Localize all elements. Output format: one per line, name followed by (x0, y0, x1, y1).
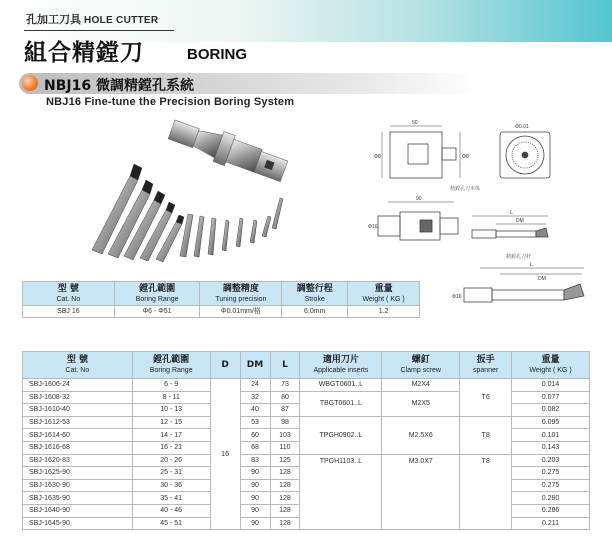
table-cell: 0.077 (512, 391, 590, 404)
page-title-en: BORING (187, 46, 247, 63)
table-cell: 125 (270, 454, 300, 467)
header-label: Stroke (304, 295, 325, 303)
header-label: Cat. No (65, 367, 90, 374)
table-cell: 40 - 46 (132, 504, 210, 517)
dim-phi16-a: Φ16 (368, 224, 378, 230)
table-cell: 0.095 (512, 416, 590, 429)
table-cell: 0.286 (512, 504, 590, 517)
table-cell: 0.143 (512, 441, 590, 454)
table-cell: 10 - 13 (132, 404, 210, 417)
table-cell: SBJ-1625-90 (23, 467, 133, 480)
d-value-cell: 16 (210, 379, 240, 530)
header-label: Tuning precision (215, 295, 267, 303)
table-cell: SBJ-1630-90 (23, 479, 133, 492)
head-side-view (382, 126, 460, 178)
screw-cell: M2.5X6 (382, 416, 460, 454)
spec-col-weight (348, 282, 420, 306)
dim-L-b: L (530, 262, 533, 268)
table-cell: 40 (240, 404, 270, 417)
screw-cell: M3.0X7 (382, 454, 460, 530)
table-cell: 128 (270, 492, 300, 505)
insert-cell: TPGH0902..L (300, 416, 382, 454)
technical-drawings (360, 118, 600, 308)
header-label: 鏜孔範圍 (139, 283, 176, 294)
screw-cell: M2X4 (382, 379, 460, 392)
insert-cell: TBGT0601..L (300, 391, 382, 416)
table-cell: 0.014 (512, 379, 590, 392)
header-label: Weight ( KG ) (362, 295, 405, 303)
table-cell: 0.211 (512, 517, 590, 530)
table-row (23, 379, 590, 392)
table-cell: 20 - 26 (132, 454, 210, 467)
header-label: 重量 (374, 283, 393, 294)
header-label: Clamp screw (400, 367, 441, 374)
table-cell: 32 (240, 391, 270, 404)
series-subtitle: NBJ16 Fine-tune the Precision Boring System (46, 96, 295, 108)
table-cell: 45 - 51 (132, 517, 210, 530)
col-model (23, 352, 133, 379)
insert-cell: WBGT0601..L (300, 379, 382, 392)
table-cell: 0.203 (512, 454, 590, 467)
table-cell: 0.275 (512, 467, 590, 480)
parts-table (22, 351, 590, 530)
header-label: Boring Range (149, 367, 193, 374)
bar-detail-view (464, 268, 584, 302)
tool-holder (166, 118, 290, 185)
dim-phi8-a: Φ8 (374, 154, 381, 160)
holder-side-view (378, 202, 458, 240)
col-dm (240, 352, 270, 379)
header-label: 調整行程 (296, 283, 333, 294)
table-cell: 6.0mm (282, 306, 348, 318)
table-cell: 0.101 (512, 429, 590, 442)
table-cell: 90 (240, 517, 270, 530)
col-weight (512, 352, 590, 379)
header-label: spanner (472, 367, 499, 374)
header-label: 鏜孔範圍 (153, 355, 190, 365)
table-cell: 30 - 36 (132, 479, 210, 492)
drawing-caption-bar: 精鏜孔刀杆 (506, 254, 532, 260)
spec-col-stroke (282, 282, 348, 306)
table-cell: 128 (270, 467, 300, 480)
dim-phi001: Φ0.01 (515, 124, 529, 130)
series-title: NBJ16 微調精鏜孔系統 (44, 78, 194, 94)
table-cell: 68 (240, 441, 270, 454)
header-label: L (282, 359, 288, 370)
table-cell: 83 (240, 454, 270, 467)
table-cell: 24 (240, 379, 270, 392)
drawing-caption-body: 精鏜孔刀本体 (450, 186, 481, 192)
table-cell: 90 (240, 467, 270, 480)
col-inserts (300, 352, 382, 379)
orange-bullet-icon (22, 75, 38, 91)
header-label: 調整精度 (222, 283, 259, 294)
spec-col-precision (200, 282, 282, 306)
header-label: 螺釘 (411, 355, 430, 365)
dim-50: 50 (412, 120, 418, 126)
table-cell: Φ0.01mm/格 (200, 306, 282, 318)
table-cell: 0.275 (512, 479, 590, 492)
spec-col-range (114, 282, 200, 306)
boring-bars (92, 164, 283, 262)
dim-DM-a: DM (516, 218, 524, 224)
header-label: Cat. No (56, 295, 81, 303)
table-cell: SBJ-1606-24 (23, 379, 133, 392)
table-cell: 35 - 41 (132, 492, 210, 505)
table-cell: 87 (270, 404, 300, 417)
table-cell: SBJ-1612-53 (23, 416, 133, 429)
table-cell: 128 (270, 504, 300, 517)
header-label: DM (246, 359, 264, 370)
table-cell: 90 (240, 504, 270, 517)
table-cell: 60 (240, 429, 270, 442)
col-range (132, 352, 210, 379)
table-cell: SBJ-1635-90 (23, 492, 133, 505)
table-cell: 25 - 31 (132, 467, 210, 480)
table-cell: SBJ-1614-60 (23, 429, 133, 442)
table-row (23, 416, 590, 429)
table-cell: 53 (240, 416, 270, 429)
table-cell: 80 (270, 391, 300, 404)
table-cell: SBJ-1640-90 (23, 504, 133, 517)
table-row (23, 454, 590, 467)
dim-phi8-b: Φ8 (462, 154, 469, 160)
table-cell: 14 - 17 (132, 429, 210, 442)
category-zh: 孔加工刀具 (26, 13, 81, 26)
dim-DM-b: DM (538, 276, 546, 282)
table-cell: 90 (240, 479, 270, 492)
category-label (26, 11, 158, 27)
table-cell: 98 (270, 416, 300, 429)
table-cell: 0.082 (512, 404, 590, 417)
dim-phi16-b: Φ16 (452, 294, 462, 300)
col-l (270, 352, 300, 379)
col-spanner (460, 352, 512, 379)
header-label: Applicable inserts (313, 367, 369, 374)
table-cell: 110 (270, 441, 300, 454)
spec-table (22, 281, 420, 318)
header-label: 重量 (541, 355, 560, 365)
header-label: 型 號 (66, 355, 88, 365)
spec-col-model (23, 282, 115, 306)
header-label: 適用刀片 (322, 355, 359, 365)
header-label: Weight ( KG ) (529, 367, 572, 374)
dial-front-view (500, 132, 550, 178)
table-cell: 8 - 11 (132, 391, 210, 404)
col-d (210, 352, 240, 379)
table-cell: 16 - 21 (132, 441, 210, 454)
table-cell: SBJ-1620-83 (23, 454, 133, 467)
table-cell: 73 (270, 379, 300, 392)
insert-cell: TPGH1103..L (300, 454, 382, 530)
dim-90: 90 (416, 196, 422, 202)
table-cell: 12 - 15 (132, 416, 210, 429)
bar-side-view (472, 216, 548, 238)
dim-L-a: L (510, 210, 513, 216)
header-label: D (221, 359, 229, 370)
header-label: 型 號 (57, 283, 79, 294)
table-cell: 1.2 (348, 306, 420, 318)
table-cell: 90 (240, 492, 270, 505)
table-cell: SBJ-1610-40 (23, 404, 133, 417)
table-cell: 128 (270, 517, 300, 530)
table-cell: 128 (270, 479, 300, 492)
table-cell: 6 - 9 (132, 379, 210, 392)
header-label: Boring Range (135, 295, 179, 303)
table-cell: Φ6 - Φ51 (114, 306, 200, 318)
screw-cell: M2X5 (382, 391, 460, 416)
table-cell: SBJ 16 (23, 306, 115, 318)
page-title-zh: 組合精鏜刀 (24, 40, 144, 66)
table-cell: SBJ-1608-32 (23, 391, 133, 404)
table-cell: 103 (270, 429, 300, 442)
header-underline (24, 30, 174, 31)
table-cell: SBJ-1645-90 (23, 517, 133, 530)
col-screw (382, 352, 460, 379)
category-en: HOLE CUTTER (84, 15, 159, 26)
table-cell: SBJ-1616-68 (23, 441, 133, 454)
boring-tools-photo (80, 118, 300, 268)
table-cell: 0.280 (512, 492, 590, 505)
spanner-cell: T6 (460, 379, 512, 417)
header-label: 扳手 (476, 355, 495, 365)
table-row (23, 306, 420, 318)
spanner-cell: T8 (460, 454, 512, 530)
spanner-cell: T8 (460, 416, 512, 454)
